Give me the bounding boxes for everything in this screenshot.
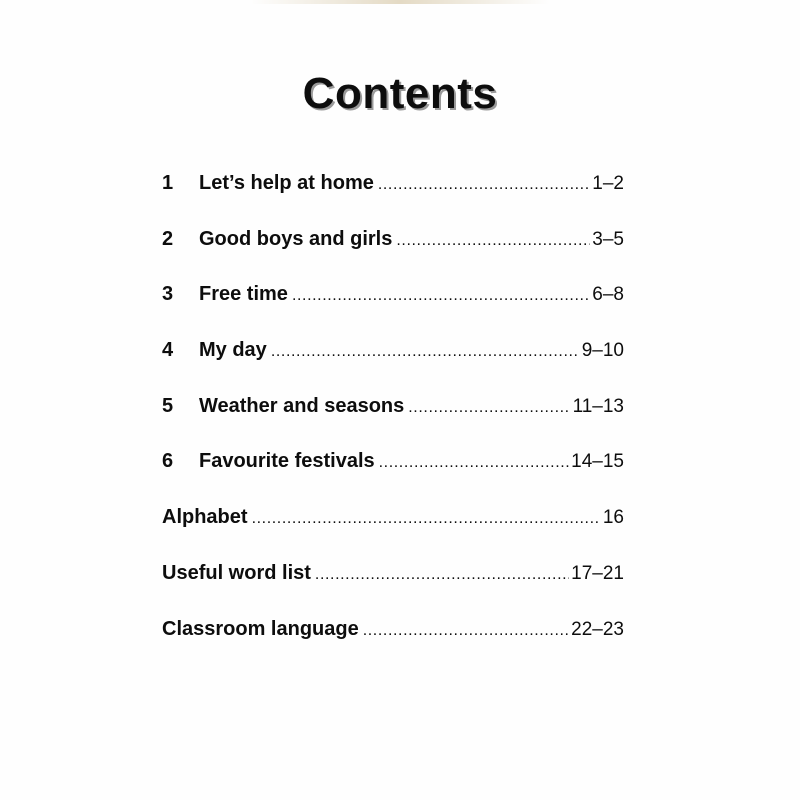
entry-pages: 6–8 [592, 284, 624, 306]
entry-number: 3 [162, 283, 174, 306]
dot-leader [292, 287, 590, 305]
entry-title: Free time [199, 283, 288, 306]
entry-pages: 22–23 [571, 618, 624, 640]
contents-list [162, 172, 624, 673]
dot-leader [378, 176, 590, 194]
entry-number: 1 [162, 172, 174, 194]
dot-leader [271, 343, 580, 361]
entry-number: 2 [162, 227, 174, 250]
contents-entry-classroom-language [162, 618, 624, 674]
entry-number: 4 [162, 339, 174, 362]
entry-number: 5 [162, 394, 174, 417]
dot-leader [408, 399, 570, 417]
contents-entry-unit-4 [162, 339, 624, 395]
entry-title: Let’s help at home [199, 172, 374, 194]
page-title: Contents [302, 69, 498, 119]
entry-pages: 11–13 [572, 395, 624, 417]
dot-leader [396, 232, 590, 250]
dot-leader [315, 566, 569, 584]
page-edge-shadow [250, 0, 550, 4]
entry-pages: 1–2 [592, 173, 624, 194]
entry-title: Useful word list [162, 561, 311, 584]
entry-title: Weather and seasons [199, 394, 405, 417]
entry-title: Classroom language [162, 617, 359, 640]
entry-title: Favourite festivals [199, 450, 375, 473]
entry-number: 6 [162, 450, 174, 473]
entry-title: Alphabet [162, 506, 248, 529]
entry-pages: 3–5 [592, 228, 624, 250]
dot-leader [363, 622, 569, 640]
entry-pages: 16 [602, 507, 624, 529]
contents-entry-alphabet [162, 506, 624, 562]
contents-entry-word-list [162, 562, 624, 618]
entry-pages: 14–15 [571, 451, 624, 473]
entry-title: Good boys and girls [199, 227, 393, 250]
entry-pages: 9–10 [581, 340, 624, 362]
dot-leader [379, 454, 570, 472]
contents-entry-unit-3 [162, 283, 624, 339]
contents-entry-unit-5 [162, 395, 624, 451]
entry-title: My day [199, 339, 267, 362]
entry-pages: 17–21 [571, 562, 624, 584]
contents-entry-unit-6 [162, 450, 624, 506]
contents-entry-unit-2 [162, 228, 624, 284]
dot-leader [252, 510, 601, 528]
contents-entry-unit-1 [162, 172, 624, 228]
